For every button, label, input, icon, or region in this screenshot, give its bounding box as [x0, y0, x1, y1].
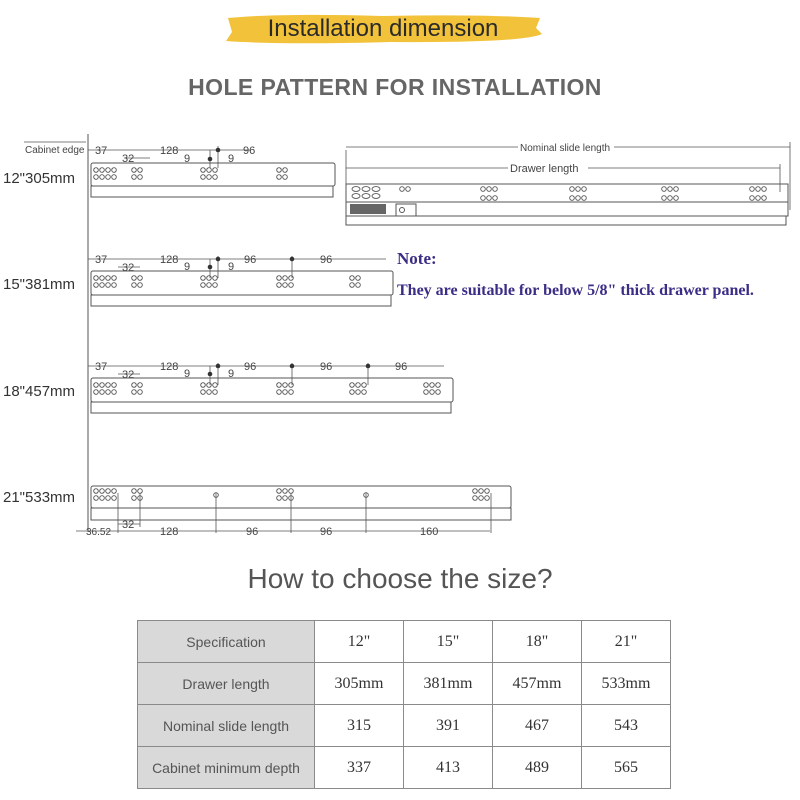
dim-32: 32 — [122, 153, 135, 165]
svg-text:96: 96 — [243, 145, 256, 157]
svg-text:96: 96 — [244, 361, 257, 373]
row-label-12: 12"305mm — [3, 170, 76, 187]
banner-title: Installation dimension — [267, 15, 499, 42]
title-banner — [222, 12, 544, 46]
table-cell: 21" — [582, 621, 671, 663]
table-cell: 315 — [315, 705, 404, 747]
svg-text:9: 9 — [184, 261, 191, 273]
row-header: Specification — [138, 621, 315, 663]
table-cell: 457mm — [493, 663, 582, 705]
row-label-18: 18"457mm — [3, 383, 76, 400]
slide-row-18 — [3, 361, 453, 413]
table-row — [138, 663, 671, 705]
svg-text:9: 9 — [228, 368, 235, 380]
table-cell: 337 — [315, 747, 404, 789]
row-label-15: 15"381mm — [3, 276, 76, 293]
table-cell: 18" — [493, 621, 582, 663]
drawer-length-label: Drawer length — [510, 163, 579, 175]
size-table — [137, 620, 671, 789]
svg-text:32: 32 — [122, 369, 135, 381]
svg-text:128: 128 — [160, 254, 179, 266]
table-cell: 413 — [404, 747, 493, 789]
row-header: Cabinet minimum depth — [138, 747, 315, 789]
table-row — [138, 705, 671, 747]
cabinet-edge-label: Cabinet edge — [25, 145, 85, 156]
note-text: They are suitable for below 5/8" thick drawer panel. — [397, 282, 754, 299]
svg-text:96: 96 — [244, 254, 257, 266]
dim-36-52: 36.52 — [86, 527, 112, 538]
svg-text:96: 96 — [320, 361, 333, 373]
svg-text:9: 9 — [184, 368, 191, 380]
svg-text:37: 37 — [95, 361, 108, 373]
size-section-title: How to choose the size? — [247, 563, 553, 594]
hole-pattern-diagram — [0, 120, 800, 545]
hole-pattern-title: HOLE PATTERN FOR INSTALLATION — [188, 74, 602, 100]
row-header: Nominal slide length — [138, 705, 315, 747]
svg-text:96: 96 — [320, 254, 333, 266]
slide-row-15 — [3, 254, 393, 306]
svg-text:9: 9 — [184, 153, 191, 165]
svg-text:32: 32 — [122, 262, 135, 274]
dim-128: 128 — [160, 145, 179, 157]
table-cell: 533mm — [582, 663, 671, 705]
table-cell: 543 — [582, 705, 671, 747]
slide-row-21 — [3, 486, 511, 538]
table-cell: 381mm — [404, 663, 493, 705]
row-label-21: 21"533mm — [3, 489, 76, 506]
slide-side-view — [346, 140, 790, 225]
svg-text:96: 96 — [320, 526, 333, 538]
table-cell: 565 — [582, 747, 671, 789]
svg-text:9: 9 — [228, 261, 235, 273]
table-cell: 489 — [493, 747, 582, 789]
dim-160: 160 — [420, 526, 439, 538]
table-cell: 305mm — [315, 663, 404, 705]
row-header: Drawer length — [138, 663, 315, 705]
table-cell: 15" — [404, 621, 493, 663]
svg-text:128: 128 — [160, 361, 179, 373]
svg-text:96: 96 — [395, 361, 408, 373]
svg-text:128: 128 — [160, 526, 179, 538]
nominal-slide-length-label: Nominal slide length — [520, 143, 611, 154]
dim-37: 37 — [95, 145, 108, 157]
table-row — [138, 621, 671, 663]
svg-text:32: 32 — [122, 519, 135, 531]
note-title: Note: — [397, 249, 437, 268]
table-cell: 391 — [404, 705, 493, 747]
svg-text:37: 37 — [95, 254, 108, 266]
svg-text:9: 9 — [228, 153, 235, 165]
table-cell: 467 — [493, 705, 582, 747]
table-cell: 12" — [315, 621, 404, 663]
table-row — [138, 747, 671, 789]
svg-text:96: 96 — [246, 526, 259, 538]
